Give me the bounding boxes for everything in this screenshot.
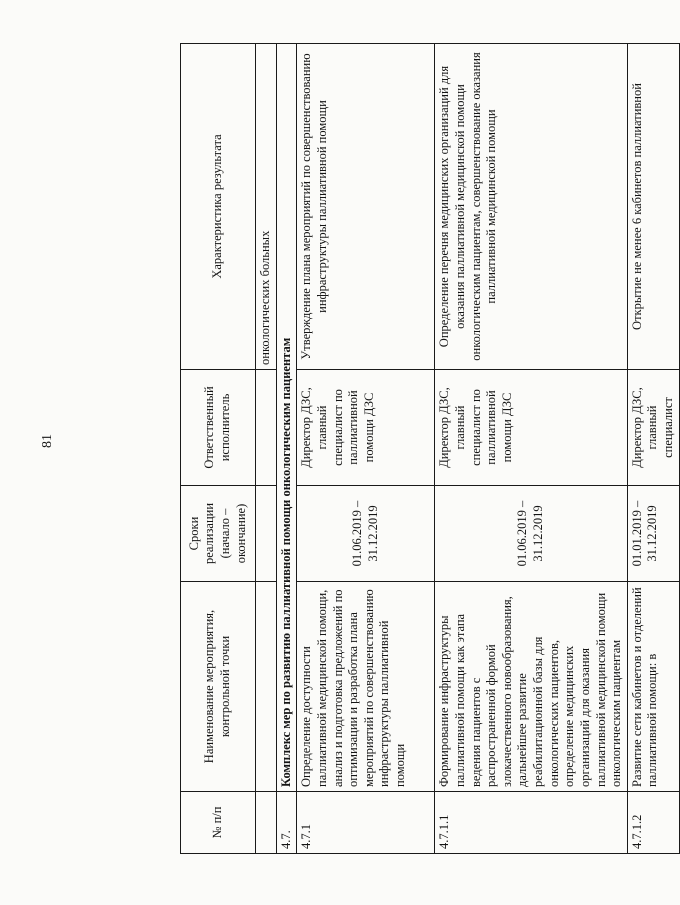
header-dates: Сроки реализации (начало – окончание)	[181, 486, 256, 582]
section-row	[276, 44, 297, 854]
header-name: Наименование мероприятия, контрольной точки	[181, 582, 256, 792]
row-result: Утверждение плана мероприятий по совершенствованию инфраструктуры паллиативной помощи	[297, 44, 435, 370]
row-executor: Директор ДЗС, главный специалист по паллиативной помощи ДЗС	[435, 370, 628, 486]
row-name: Определение доступности паллиативной медицинской помощи, анализ и подготовка предложений по оптимизации и разработка плана мероприятий по совершенствованию инфраструктуры паллиативной помощи	[297, 582, 435, 792]
section-number: 4.7.	[276, 792, 297, 854]
table-row	[435, 44, 628, 854]
header-executor: Ответственный исполнитель	[181, 370, 256, 486]
table-header-row	[181, 44, 256, 854]
rotated-page-content	[180, 44, 675, 854]
plan-table	[180, 43, 680, 854]
row-name: Развитие сети кабинетов и отделений паллиативной помощи: в	[627, 582, 679, 792]
carry-over-text: онкологических больных	[256, 44, 277, 370]
row-name: Формирование инфраструктуры паллиативной помощи как этапа ведения пациентов с распространенной формой злокачественного новообразования, дальнейшее развитие реабилитационной базы для онкологических пациентов, определение медицинских организаций для оказания паллиативной медицинской помощи онкологическим пациентам	[435, 582, 628, 792]
carry-over-row	[256, 44, 277, 854]
row-dates: 01.06.2019 – 31.12.2019	[297, 486, 435, 582]
section-title: Комплекс мер по развитию паллиативной помощи онкологическим пациентам	[276, 44, 297, 792]
row-number: 4.7.1.2	[627, 792, 679, 854]
row-dates: 01.01.2019 – 31.12.2019	[627, 486, 679, 582]
row-result: Определение перечня медицинских организаций для оказания паллиативной медицинской помощи онкологическим пациентам, совершенствование оказания паллиативной медицинской помощи	[435, 44, 628, 370]
row-executor: Директор ДЗС, главный специалист	[627, 370, 679, 486]
row-number: 4.7.1	[297, 792, 435, 854]
row-result: Открытие не менее 6 кабинетов паллиативной	[627, 44, 679, 370]
table-row	[297, 44, 435, 854]
row-number: 4.7.1.1	[435, 792, 628, 854]
header-num: № п/п	[181, 792, 256, 854]
row-executor: Директор ДЗС, главный специалист по паллиативной помощи ДЗС	[297, 370, 435, 486]
page-number: 81	[40, 434, 55, 448]
row-dates: 01.06.2019 – 31.12.2019	[435, 486, 628, 582]
header-result: Характеристика результата	[181, 44, 256, 370]
table-row	[627, 44, 679, 854]
